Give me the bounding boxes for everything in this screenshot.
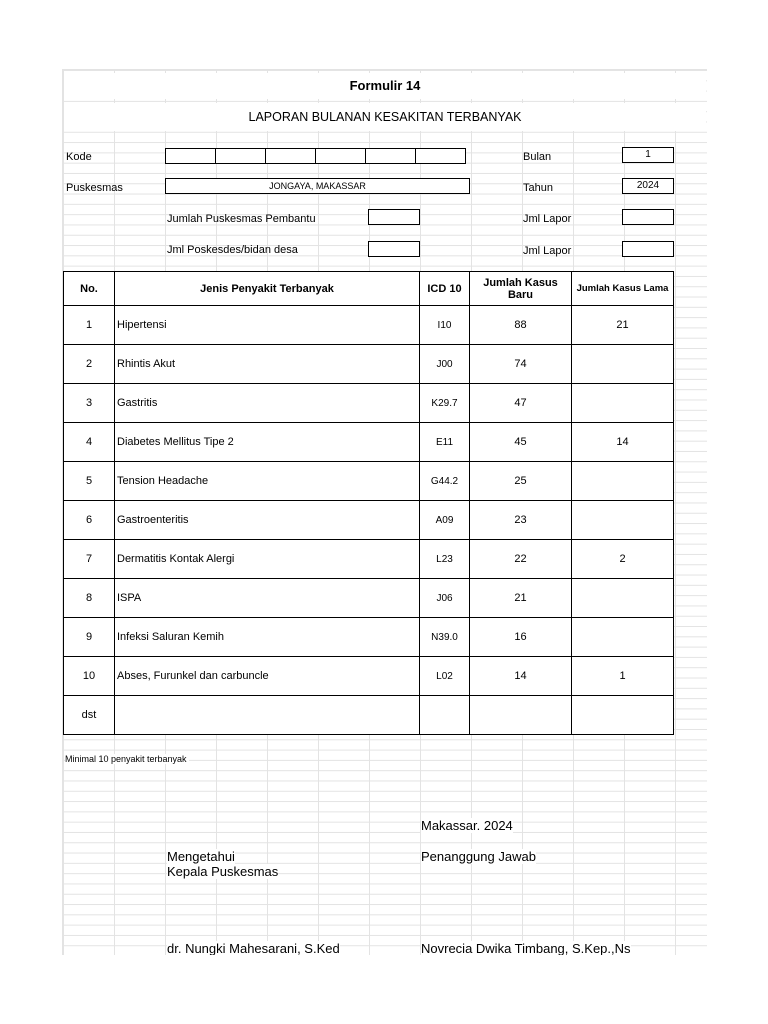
kasus-lama-cell[interactable] xyxy=(572,579,674,618)
table-row xyxy=(64,423,674,462)
kode-input-group[interactable] xyxy=(165,148,466,164)
disease-name-cell[interactable]: Hipertensi xyxy=(115,306,420,345)
col-header-jenis-penyakit: Jenis Penyakit Terbanyak xyxy=(115,272,420,306)
row-number-cell[interactable]: 5 xyxy=(64,462,115,501)
disease-name-cell[interactable] xyxy=(115,696,420,735)
disease-name-cell[interactable]: Gastritis xyxy=(115,384,420,423)
row-number-cell[interactable]: 4 xyxy=(64,423,115,462)
icd10-cell[interactable]: G44.2 xyxy=(420,462,470,501)
kasus-lama-cell[interactable]: 21 xyxy=(572,306,674,345)
form-number: Formulir 14 xyxy=(64,73,706,99)
kasus-baru-cell[interactable] xyxy=(470,696,572,735)
jumlah-pustu-field[interactable] xyxy=(368,209,420,225)
icd10-cell[interactable]: N39.0 xyxy=(420,618,470,657)
puskesmas-label: Puskesmas xyxy=(66,182,123,194)
row-number-cell[interactable]: 10 xyxy=(64,657,115,696)
kode-digit-box[interactable] xyxy=(365,148,416,164)
icd10-cell[interactable]: E11 xyxy=(420,423,470,462)
kode-digit-box[interactable] xyxy=(415,148,466,164)
row-number-cell[interactable]: 2 xyxy=(64,345,115,384)
icd10-cell[interactable]: A09 xyxy=(420,501,470,540)
icd10-cell[interactable]: K29.7 xyxy=(420,384,470,423)
disease-name-cell[interactable]: Abses, Furunkel dan carbuncle xyxy=(115,657,420,696)
table-row xyxy=(64,501,674,540)
kasus-lama-cell[interactable] xyxy=(572,501,674,540)
jml-poskesdes-field[interactable] xyxy=(368,241,420,257)
jml-lapor-field-1[interactable] xyxy=(622,209,674,225)
signature-right-name: Novrecia Dwika Timbang, S.Kep.,Ns xyxy=(421,941,631,955)
kode-digit-box[interactable] xyxy=(165,148,216,164)
table-row xyxy=(64,579,674,618)
jumlah-pustu-label: Jumlah Puskesmas Pembantu xyxy=(167,213,316,225)
spreadsheet-sheet xyxy=(62,69,707,955)
kasus-baru-cell[interactable]: 45 xyxy=(470,423,572,462)
disease-name-cell[interactable]: Infeksi Saluran Kemih xyxy=(115,618,420,657)
bulan-label: Bulan xyxy=(523,151,552,163)
table-row xyxy=(64,384,674,423)
table-row xyxy=(64,657,674,696)
row-number-cell[interactable]: dst xyxy=(64,696,115,735)
kasus-baru-cell[interactable]: 47 xyxy=(470,384,572,423)
tahun-label: Tahun xyxy=(523,182,553,194)
kasus-baru-cell[interactable]: 74 xyxy=(470,345,572,384)
form-title: LAPORAN BULANAN KESAKITAN TERBANYAK xyxy=(64,103,706,131)
kasus-baru-cell[interactable]: 14 xyxy=(470,657,572,696)
puskesmas-field[interactable]: JONGAYA, MAKASSAR xyxy=(165,178,470,194)
disease-name-cell[interactable]: Dermatitis Kontak Alergi xyxy=(115,540,420,579)
kasus-baru-cell[interactable]: 25 xyxy=(470,462,572,501)
kasus-lama-cell[interactable] xyxy=(572,345,674,384)
table-row xyxy=(64,618,674,657)
kasus-baru-cell[interactable]: 88 xyxy=(470,306,572,345)
kasus-baru-cell[interactable]: 23 xyxy=(470,501,572,540)
place-date: Makassar. 2024 xyxy=(421,818,513,833)
disease-name-cell[interactable]: ISPA xyxy=(115,579,420,618)
jml-lapor-label-1: Jml Lapor xyxy=(523,213,572,225)
icd10-cell[interactable]: L23 xyxy=(420,540,470,579)
kasus-lama-cell[interactable] xyxy=(572,618,674,657)
row-number-cell[interactable]: 7 xyxy=(64,540,115,579)
row-number-cell[interactable]: 3 xyxy=(64,384,115,423)
kasus-lama-cell[interactable]: 1 xyxy=(572,657,674,696)
disease-table xyxy=(63,271,674,735)
jml-lapor-label-2: Jml Lapor xyxy=(523,245,572,257)
jml-lapor-field-2[interactable] xyxy=(622,241,674,257)
table-row xyxy=(64,540,674,579)
kode-label: Kode xyxy=(66,151,92,163)
col-header-icd10: ICD 10 xyxy=(420,272,470,306)
disease-name-cell[interactable]: Rhintis Akut xyxy=(115,345,420,384)
icd10-cell[interactable] xyxy=(420,696,470,735)
kasus-lama-cell[interactable]: 14 xyxy=(572,423,674,462)
kasus-baru-cell[interactable]: 16 xyxy=(470,618,572,657)
disease-name-cell[interactable]: Diabetes Mellitus Tipe 2 xyxy=(115,423,420,462)
col-header-kasus-baru: Jumlah Kasus Baru xyxy=(470,272,572,306)
disease-name-cell[interactable]: Gastroenteritis xyxy=(115,501,420,540)
kode-digit-box[interactable] xyxy=(265,148,316,164)
table-row xyxy=(64,345,674,384)
kode-digit-box[interactable] xyxy=(315,148,366,164)
bulan-field[interactable]: 1 xyxy=(622,147,674,163)
kasus-lama-cell[interactable] xyxy=(572,462,674,501)
col-header-kasus-lama: Jumlah Kasus Lama xyxy=(572,272,674,306)
kasus-baru-cell[interactable]: 21 xyxy=(470,579,572,618)
jml-poskesdes-label: Jml Poskesdes/bidan desa xyxy=(167,244,298,256)
disease-name-cell[interactable]: Tension Headache xyxy=(115,462,420,501)
row-number-cell[interactable]: 9 xyxy=(64,618,115,657)
icd10-cell[interactable]: L02 xyxy=(420,657,470,696)
row-number-cell[interactable]: 1 xyxy=(64,306,115,345)
table-row xyxy=(64,306,674,345)
table-note: Minimal 10 penyakit terbanyak xyxy=(65,754,187,764)
icd10-cell[interactable]: J06 xyxy=(420,579,470,618)
penanggung-jawab-label: Penanggung Jawab xyxy=(421,849,536,864)
icd10-cell[interactable]: I10 xyxy=(420,306,470,345)
row-number-cell[interactable]: 6 xyxy=(64,501,115,540)
col-header-no: No. xyxy=(64,272,115,306)
kasus-lama-cell[interactable]: 2 xyxy=(572,540,674,579)
kasus-lama-cell[interactable] xyxy=(572,696,674,735)
table-header-row xyxy=(64,272,674,306)
mengetahui-label: Mengetahui xyxy=(167,849,235,864)
row-number-cell[interactable]: 8 xyxy=(64,579,115,618)
kasus-baru-cell[interactable]: 22 xyxy=(470,540,572,579)
kasus-lama-cell[interactable] xyxy=(572,384,674,423)
icd10-cell[interactable]: J00 xyxy=(420,345,470,384)
signature-left-name: dr. Nungki Mahesarani, S.Ked xyxy=(167,941,340,955)
table-row xyxy=(64,462,674,501)
tahun-field[interactable]: 2024 xyxy=(622,178,674,194)
kepala-puskesmas-label: Kepala Puskesmas xyxy=(167,864,279,879)
kode-digit-box[interactable] xyxy=(215,148,266,164)
table-row xyxy=(64,696,674,735)
